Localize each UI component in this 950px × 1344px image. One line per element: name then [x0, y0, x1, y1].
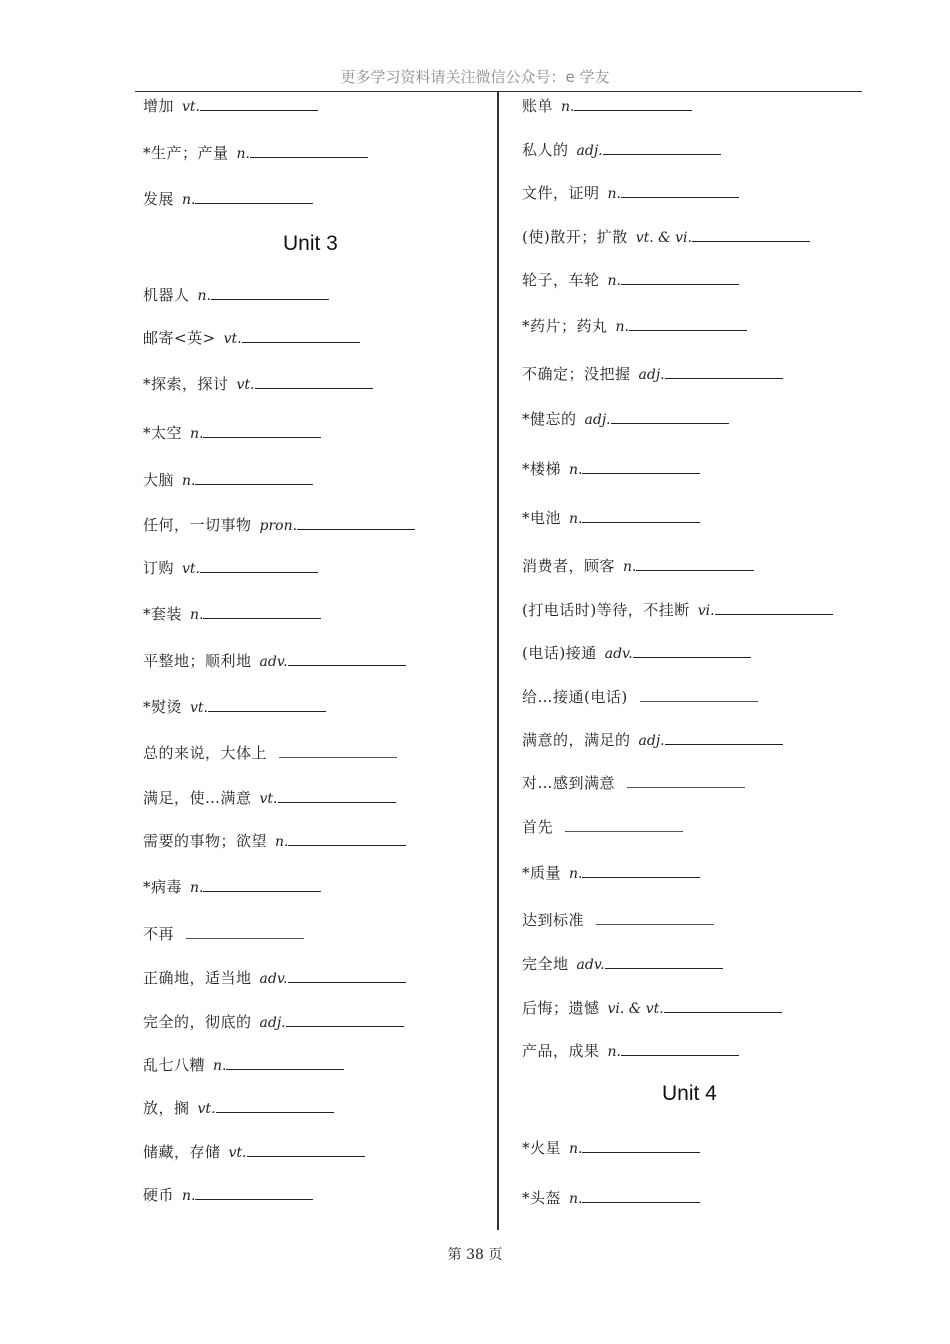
part-of-speech: adv. — [259, 971, 288, 987]
vocab-entry — [143, 604, 321, 625]
part-of-speech: vi. — [697, 603, 715, 619]
entry-meaning: 账单 — [522, 97, 554, 115]
answer-blank[interactable] — [715, 613, 833, 615]
entry-meaning: 邮寄<英> — [143, 329, 216, 347]
answer-blank[interactable] — [664, 1011, 782, 1013]
entry-meaning: 满足，使…满意 — [143, 789, 252, 807]
answer-blank[interactable] — [211, 298, 329, 300]
answer-blank[interactable] — [288, 981, 406, 983]
vocab-entry — [143, 515, 415, 536]
unit-heading: Unit 3 — [283, 232, 338, 255]
vocab-entry — [143, 285, 329, 306]
part-of-speech: vt. — [259, 791, 278, 807]
part-of-speech: n. — [190, 607, 204, 623]
entry-meaning: 平整地；顺利地 — [143, 652, 252, 670]
entry-meaning: *健忘的 — [522, 410, 577, 428]
vocab-entry — [143, 788, 396, 809]
part-of-speech: vt. — [236, 377, 255, 393]
answer-blank[interactable] — [203, 617, 321, 619]
entry-meaning: 产品，成果 — [522, 1042, 600, 1060]
answer-blank[interactable] — [195, 202, 313, 204]
entry-meaning: 总的来说，大体上 — [143, 744, 268, 762]
entry-meaning: 订购 — [143, 559, 175, 577]
entry-meaning: *火星 — [522, 1139, 562, 1157]
part-of-speech: vt. & vi. — [635, 230, 692, 246]
entry-meaning: 对…感到满意 — [522, 774, 616, 792]
part-of-speech: adj. — [576, 143, 603, 159]
vocab-entry — [143, 470, 313, 491]
page-header: 更多学习资料请关注微信公众号：e 学友 — [340, 68, 610, 86]
vocab-entry — [522, 773, 745, 793]
vocab-entry — [143, 651, 406, 672]
entry-meaning: 不确定；没把握 — [522, 365, 631, 383]
answer-blank[interactable] — [603, 153, 721, 155]
entry-meaning: 轮子，车轮 — [522, 271, 600, 289]
part-of-speech: vt. — [197, 1101, 216, 1117]
answer-blank[interactable] — [216, 1111, 334, 1113]
vocab-entry — [522, 817, 683, 837]
part-of-speech: vt. — [223, 331, 242, 347]
part-of-speech: n. — [623, 559, 637, 575]
part-of-speech: pron. — [259, 518, 298, 534]
part-of-speech: n. — [607, 186, 621, 202]
entry-meaning: *质量 — [522, 864, 562, 882]
entry-meaning: 给…接通(电话) — [522, 688, 628, 706]
answer-blank[interactable] — [633, 656, 751, 658]
entry-meaning: 消费者，顾客 — [522, 557, 616, 575]
part-of-speech: n. — [275, 834, 289, 850]
vocab-entry — [522, 687, 758, 707]
entry-meaning: 文件，证明 — [522, 184, 600, 202]
part-of-speech: n. — [569, 1191, 583, 1207]
vocab-entry — [522, 730, 783, 751]
entry-meaning: *太空 — [143, 424, 183, 442]
entry-meaning: 机器人 — [143, 286, 190, 304]
vocab-entry — [143, 558, 318, 579]
answer-blank[interactable] — [297, 528, 415, 530]
answer-blank[interactable] — [621, 283, 739, 285]
answer-blank[interactable] — [195, 483, 313, 485]
vocab-entry — [143, 877, 321, 898]
vocab-entry — [522, 96, 692, 117]
vocab-entry — [143, 328, 360, 349]
vocab-entry — [143, 1012, 404, 1033]
answer-blank[interactable] — [250, 156, 368, 158]
part-of-speech: n. — [213, 1058, 227, 1074]
vocab-entry — [522, 316, 747, 337]
answer-blank[interactable] — [242, 341, 360, 343]
entry-meaning: *电池 — [522, 509, 562, 527]
part-of-speech: vi. & vt. — [607, 1001, 664, 1017]
column-divider — [497, 92, 499, 1230]
entry-meaning: 乱七八糟 — [143, 1056, 206, 1074]
vocab-entry — [143, 374, 373, 395]
answer-blank[interactable] — [565, 830, 683, 832]
entry-meaning: (电话)接通 — [522, 644, 597, 662]
vocab-entry — [522, 600, 833, 621]
entry-meaning: 大脑 — [143, 471, 175, 489]
answer-blank[interactable] — [203, 890, 321, 892]
vocab-entry — [143, 924, 304, 944]
part-of-speech: adv. — [604, 646, 633, 662]
entry-meaning: 私人的 — [522, 141, 569, 159]
part-of-speech: adv. — [259, 654, 288, 670]
part-of-speech: n. — [236, 146, 250, 162]
part-of-speech: n. — [190, 426, 204, 442]
entry-meaning: *头盔 — [522, 1189, 562, 1207]
part-of-speech: n. — [607, 273, 621, 289]
answer-blank[interactable] — [195, 1198, 313, 1200]
vocab-entry — [143, 831, 406, 852]
answer-blank[interactable] — [611, 422, 729, 424]
vocab-entry — [522, 270, 739, 291]
answer-blank[interactable] — [286, 1025, 404, 1027]
entry-meaning: 硬币 — [143, 1186, 175, 1204]
vocab-entry — [522, 459, 700, 480]
answer-blank[interactable] — [582, 521, 700, 523]
entry-meaning: 达到标准 — [522, 911, 585, 929]
vocab-entry — [143, 743, 397, 763]
answer-blank[interactable] — [621, 196, 739, 198]
vocab-entry — [522, 954, 723, 975]
part-of-speech: n. — [569, 462, 583, 478]
vocab-entry — [143, 1185, 313, 1206]
vocab-entry — [143, 1098, 334, 1119]
vocab-entry — [143, 1142, 365, 1163]
entry-meaning: 储藏，存储 — [143, 1143, 221, 1161]
answer-blank[interactable] — [288, 664, 406, 666]
entry-meaning: 首先 — [522, 818, 554, 836]
entry-meaning: *药片；药丸 — [522, 317, 608, 335]
part-of-speech: adj. — [638, 733, 665, 749]
entry-meaning: 完全地 — [522, 955, 569, 973]
part-of-speech: n. — [607, 1044, 621, 1060]
entry-meaning: 满意的，满足的 — [522, 731, 631, 749]
part-of-speech: adv. — [576, 957, 605, 973]
answer-blank[interactable] — [582, 472, 700, 474]
answer-blank[interactable] — [574, 109, 692, 111]
part-of-speech: n. — [182, 473, 196, 489]
vocab-entry — [143, 96, 318, 117]
entry-meaning: (打电话时)等待，不挂断 — [522, 601, 690, 619]
vocab-entry — [522, 508, 700, 529]
answer-blank[interactable] — [665, 743, 783, 745]
part-of-speech: vt. — [182, 99, 201, 115]
vocab-entry — [522, 140, 721, 161]
answer-blank[interactable] — [200, 571, 318, 573]
entry-meaning: 后悔；遗憾 — [522, 999, 600, 1017]
vocab-entry — [522, 556, 754, 577]
entry-meaning: (使)散开；扩散 — [522, 228, 628, 246]
vocab-entry — [143, 1055, 344, 1076]
part-of-speech: vt. — [228, 1145, 247, 1161]
part-of-speech: adj. — [584, 412, 611, 428]
vocab-entry — [522, 643, 751, 664]
entry-meaning: 需要的事物；欲望 — [143, 832, 268, 850]
answer-blank[interactable] — [665, 377, 783, 379]
part-of-speech: adj. — [259, 1015, 286, 1031]
entry-meaning: 完全的，彻底的 — [143, 1013, 252, 1031]
entry-meaning: 正确地，适当地 — [143, 969, 252, 987]
answer-blank[interactable] — [186, 937, 304, 939]
vocab-entry — [522, 1188, 700, 1209]
vocab-entry — [143, 423, 321, 444]
vocab-entry — [522, 227, 810, 248]
vocab-entry — [522, 409, 729, 430]
vocab-entry — [522, 1138, 700, 1159]
unit-heading: Unit 4 — [662, 1082, 717, 1105]
answer-blank[interactable] — [278, 801, 396, 803]
entry-meaning: *熨烫 — [143, 698, 183, 716]
answer-blank[interactable] — [582, 1151, 700, 1153]
part-of-speech: n. — [569, 1141, 583, 1157]
answer-blank[interactable] — [203, 436, 321, 438]
entry-meaning: 增加 — [143, 97, 175, 115]
answer-blank[interactable] — [692, 240, 810, 242]
vocab-entry — [522, 998, 782, 1019]
answer-blank[interactable] — [636, 569, 754, 571]
part-of-speech: n. — [561, 99, 575, 115]
part-of-speech: vt. — [182, 561, 201, 577]
entry-meaning: *套装 — [143, 605, 183, 623]
part-of-speech: n. — [182, 192, 196, 208]
vocab-entry — [522, 1041, 739, 1062]
entry-meaning: *病毒 — [143, 878, 183, 896]
part-of-speech: n. — [182, 1188, 196, 1204]
answer-blank[interactable] — [247, 1155, 365, 1157]
part-of-speech: n. — [569, 866, 583, 882]
vocab-entry — [522, 910, 714, 930]
part-of-speech: n. — [569, 511, 583, 527]
answer-blank[interactable] — [596, 923, 714, 925]
answer-blank[interactable] — [629, 329, 747, 331]
answer-blank[interactable] — [640, 700, 758, 702]
entry-meaning: 发展 — [143, 190, 175, 208]
vocab-entry — [143, 189, 313, 210]
vocab-entry — [522, 863, 700, 884]
entry-meaning: 放，搁 — [143, 1099, 190, 1117]
part-of-speech: n. — [615, 319, 629, 335]
entry-meaning: *探索，探讨 — [143, 375, 229, 393]
answer-blank[interactable] — [621, 1054, 739, 1056]
entry-meaning: 不再 — [143, 925, 175, 943]
answer-blank[interactable] — [200, 109, 318, 111]
part-of-speech: n. — [197, 288, 211, 304]
page-number: 第 38 页 — [447, 1247, 503, 1263]
answer-blank[interactable] — [226, 1068, 344, 1070]
answer-blank[interactable] — [288, 844, 406, 846]
vocab-entry — [522, 183, 739, 204]
entry-meaning: 任何，一切事物 — [143, 516, 252, 534]
answer-blank[interactable] — [627, 786, 745, 788]
part-of-speech: vt. — [190, 700, 209, 716]
answer-blank[interactable] — [582, 876, 700, 878]
answer-blank[interactable] — [255, 387, 373, 389]
vocab-entry — [143, 697, 326, 718]
answer-blank[interactable] — [279, 756, 397, 758]
answer-blank[interactable] — [582, 1201, 700, 1203]
answer-blank[interactable] — [605, 967, 723, 969]
answer-blank[interactable] — [208, 710, 326, 712]
part-of-speech: n. — [190, 880, 204, 896]
vocab-entry — [143, 143, 368, 164]
entry-meaning: *楼梯 — [522, 460, 562, 478]
part-of-speech: adj. — [638, 367, 665, 383]
vocab-entry — [143, 968, 406, 989]
entry-meaning: *生产；产量 — [143, 144, 229, 162]
vocab-entry — [522, 364, 783, 385]
